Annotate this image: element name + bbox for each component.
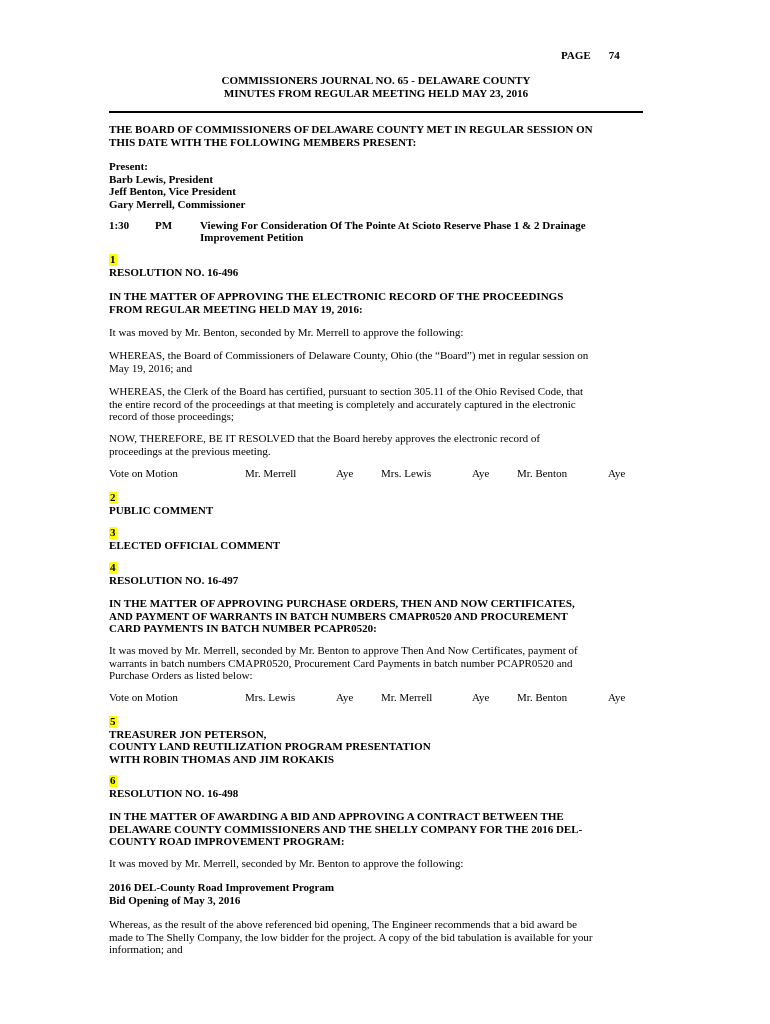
bid-opening-date: Bid Opening of May 3, 2016 [109,894,241,907]
item-title: TREASURER JON PETERSON, [109,728,267,741]
motion-text: It was moved by Mr. Benton, seconded by Mr. Merrell to approve the following: [109,327,464,339]
title-line: COUNTY ROAD IMPROVEMENT PROGRAM: [109,836,345,848]
agenda-item-6 [109,775,669,800]
paragraph-line: NOW, THEREFORE, BE IT RESOLVED that the Board hereby approves the electronic record of [109,433,541,445]
vote-value: Aye [472,692,490,704]
intro-line: THE BOARD OF COMMISSIONERS OF DELAWARE COUNTY MET IN REGULAR SESSION ON [109,124,593,136]
vote-value: Aye [472,468,490,480]
title-line: FROM REGULAR MEETING HELD MAY 19, 2016: [109,303,363,316]
vote-row [109,468,669,481]
vote-member: Mr. Merrell [381,692,433,704]
paragraph-line: WHEREAS, the Board of Commissioners of Delaware County, Ohio (the “Board”) met in regular session on [109,350,589,362]
resolution-title [109,598,669,636]
title-line: AND PAYMENT OF WARRANTS IN BATCH NUMBERS CMAPR0520 AND PROCUREMENT [109,610,568,623]
viewing-ampm: PM [155,220,173,232]
agenda-item-3 [109,527,669,552]
minutes-title: MINUTES FROM REGULAR MEETING HELD MAY 23, 2016 [223,87,529,100]
paragraph-line: warrants in batch numbers CMAPR0520, Procurement Card Payments in batch number PCAPR0520 and [109,657,573,670]
title-line: IN THE MATTER OF APPROVING THE ELECTRONIC RECORD OF THE PROCEEDINGS [109,291,564,303]
vote-value: Aye [608,468,626,480]
paragraph-line: Whereas, as the result of the above referenced bid opening, The Engineer recommends that a bid award be [109,919,578,931]
viewing-description: Viewing For Consideration Of The Pointe At Scioto Reserve Phase 1 & 2 Drainage [200,220,586,232]
member-item: Gary Merrell, Commissioner [109,198,246,211]
whereas-paragraph [109,350,669,375]
whereas-paragraph [109,386,669,424]
paragraph-line: It was moved by Mr. Merrell, seconded by Mr. Benton to approve Then And Now Certificates, payment of [109,645,578,657]
vote-row [109,692,669,705]
member-item: Jeff Benton, Vice President [109,186,236,198]
vote-value: Aye [608,692,626,704]
resolution-number: RESOLUTION NO. 16-497 [109,574,239,587]
agenda-item-1 [109,254,669,279]
page-label: PAGE [561,50,591,62]
paragraph-line: Purchase Orders as listed below: [109,670,253,682]
resolution-title [109,811,669,849]
paragraph-line: May 19, 2016; and [109,362,193,375]
motion-text: It was moved by Mr. Merrell, seconded by Mr. Benton to approve the following: [109,858,464,870]
title-line: CARD PAYMENTS IN BATCH NUMBER PCAPR0520: [109,623,377,635]
title-line: IN THE MATTER OF AWARDING A BID AND APPROVING A CONTRACT BETWEEN THE [109,811,564,823]
title-line: IN THE MATTER OF APPROVING PURCHASE ORDERS, THEN AND NOW CERTIFICATES, [109,598,575,610]
journal-title: COMMISSIONERS JOURNAL NO. 65 - DELAWARE COUNTY [221,75,531,87]
item-title: ELECTED OFFICIAL COMMENT [109,539,281,552]
paragraph-line: made to The Shelly Company, the low bidder for the project. A copy of the bid tabulation is available for your [109,931,593,944]
viewing-agenda-item [109,220,669,246]
viewing-description: Improvement Petition [200,232,304,244]
vote-member: Mr. Benton [517,692,568,704]
title-line: DELAWARE COUNTY COMMISSIONERS AND THE SHELLY COMPANY FOR THE 2016 DEL- [109,823,583,836]
member-item: Barb Lewis, President [109,173,213,186]
agenda-item-5 [109,716,669,766]
item-number-highlight: 4 [110,562,116,574]
item-title: WITH ROBIN THOMAS AND JIM ROKAKIS [109,753,335,766]
journal-header [109,75,643,100]
program-heading [109,882,669,907]
paragraph-line: record of those proceedings; [109,411,234,423]
paragraph-line: WHEREAS, the Clerk of the Board has certified, pursuant to section 305.11 of the Ohio Revised Code, that [109,386,584,398]
page-number-header [561,50,620,63]
item-number-highlight: 3 [110,527,116,539]
motion-text [109,645,669,683]
item-number-highlight: 2 [110,492,116,504]
page-number: 74 [608,50,620,62]
whereas-paragraph [109,919,669,957]
resolution-number: RESOLUTION NO. 16-498 [109,787,239,800]
agenda-item-2 [109,492,669,517]
resolution-title [109,291,669,316]
item-number-highlight: 1 [110,254,116,266]
resolved-paragraph [109,433,669,458]
paragraph-line: information; and [109,944,183,956]
agenda-item-4 [109,562,669,587]
vote-value: Aye [336,468,354,480]
item-number-highlight: 6 [110,775,116,787]
item-title: COUNTY LAND REUTILIZATION PROGRAM PRESENTATION [109,741,431,753]
present-label: Present: [109,161,148,173]
resolution-number: RESOLUTION NO. 16-496 [109,266,239,279]
viewing-time: 1:30 [109,220,130,232]
vote-member: Mr. Benton [517,468,568,480]
item-number-highlight: 5 [110,716,116,728]
intro-statement [109,124,669,149]
vote-member: Mr. Merrell [245,468,297,480]
program-title: 2016 DEL-County Road Improvement Program [109,882,335,894]
vote-label: Vote on Motion [109,468,178,480]
vote-value: Aye [336,692,354,704]
vote-member: Mrs. Lewis [245,692,296,704]
vote-label: Vote on Motion [109,692,178,704]
item-title: PUBLIC COMMENT [109,504,214,517]
members-present [109,161,669,211]
vote-member: Mrs. Lewis [381,468,432,480]
paragraph-line: the entire record of the proceedings at that meeting is completely and accurately captured in the electronic [109,398,576,411]
header-divider [109,111,643,113]
intro-line: THIS DATE WITH THE FOLLOWING MEMBERS PRESENT: [109,136,417,149]
paragraph-line: proceedings at the previous meeting. [109,445,271,458]
